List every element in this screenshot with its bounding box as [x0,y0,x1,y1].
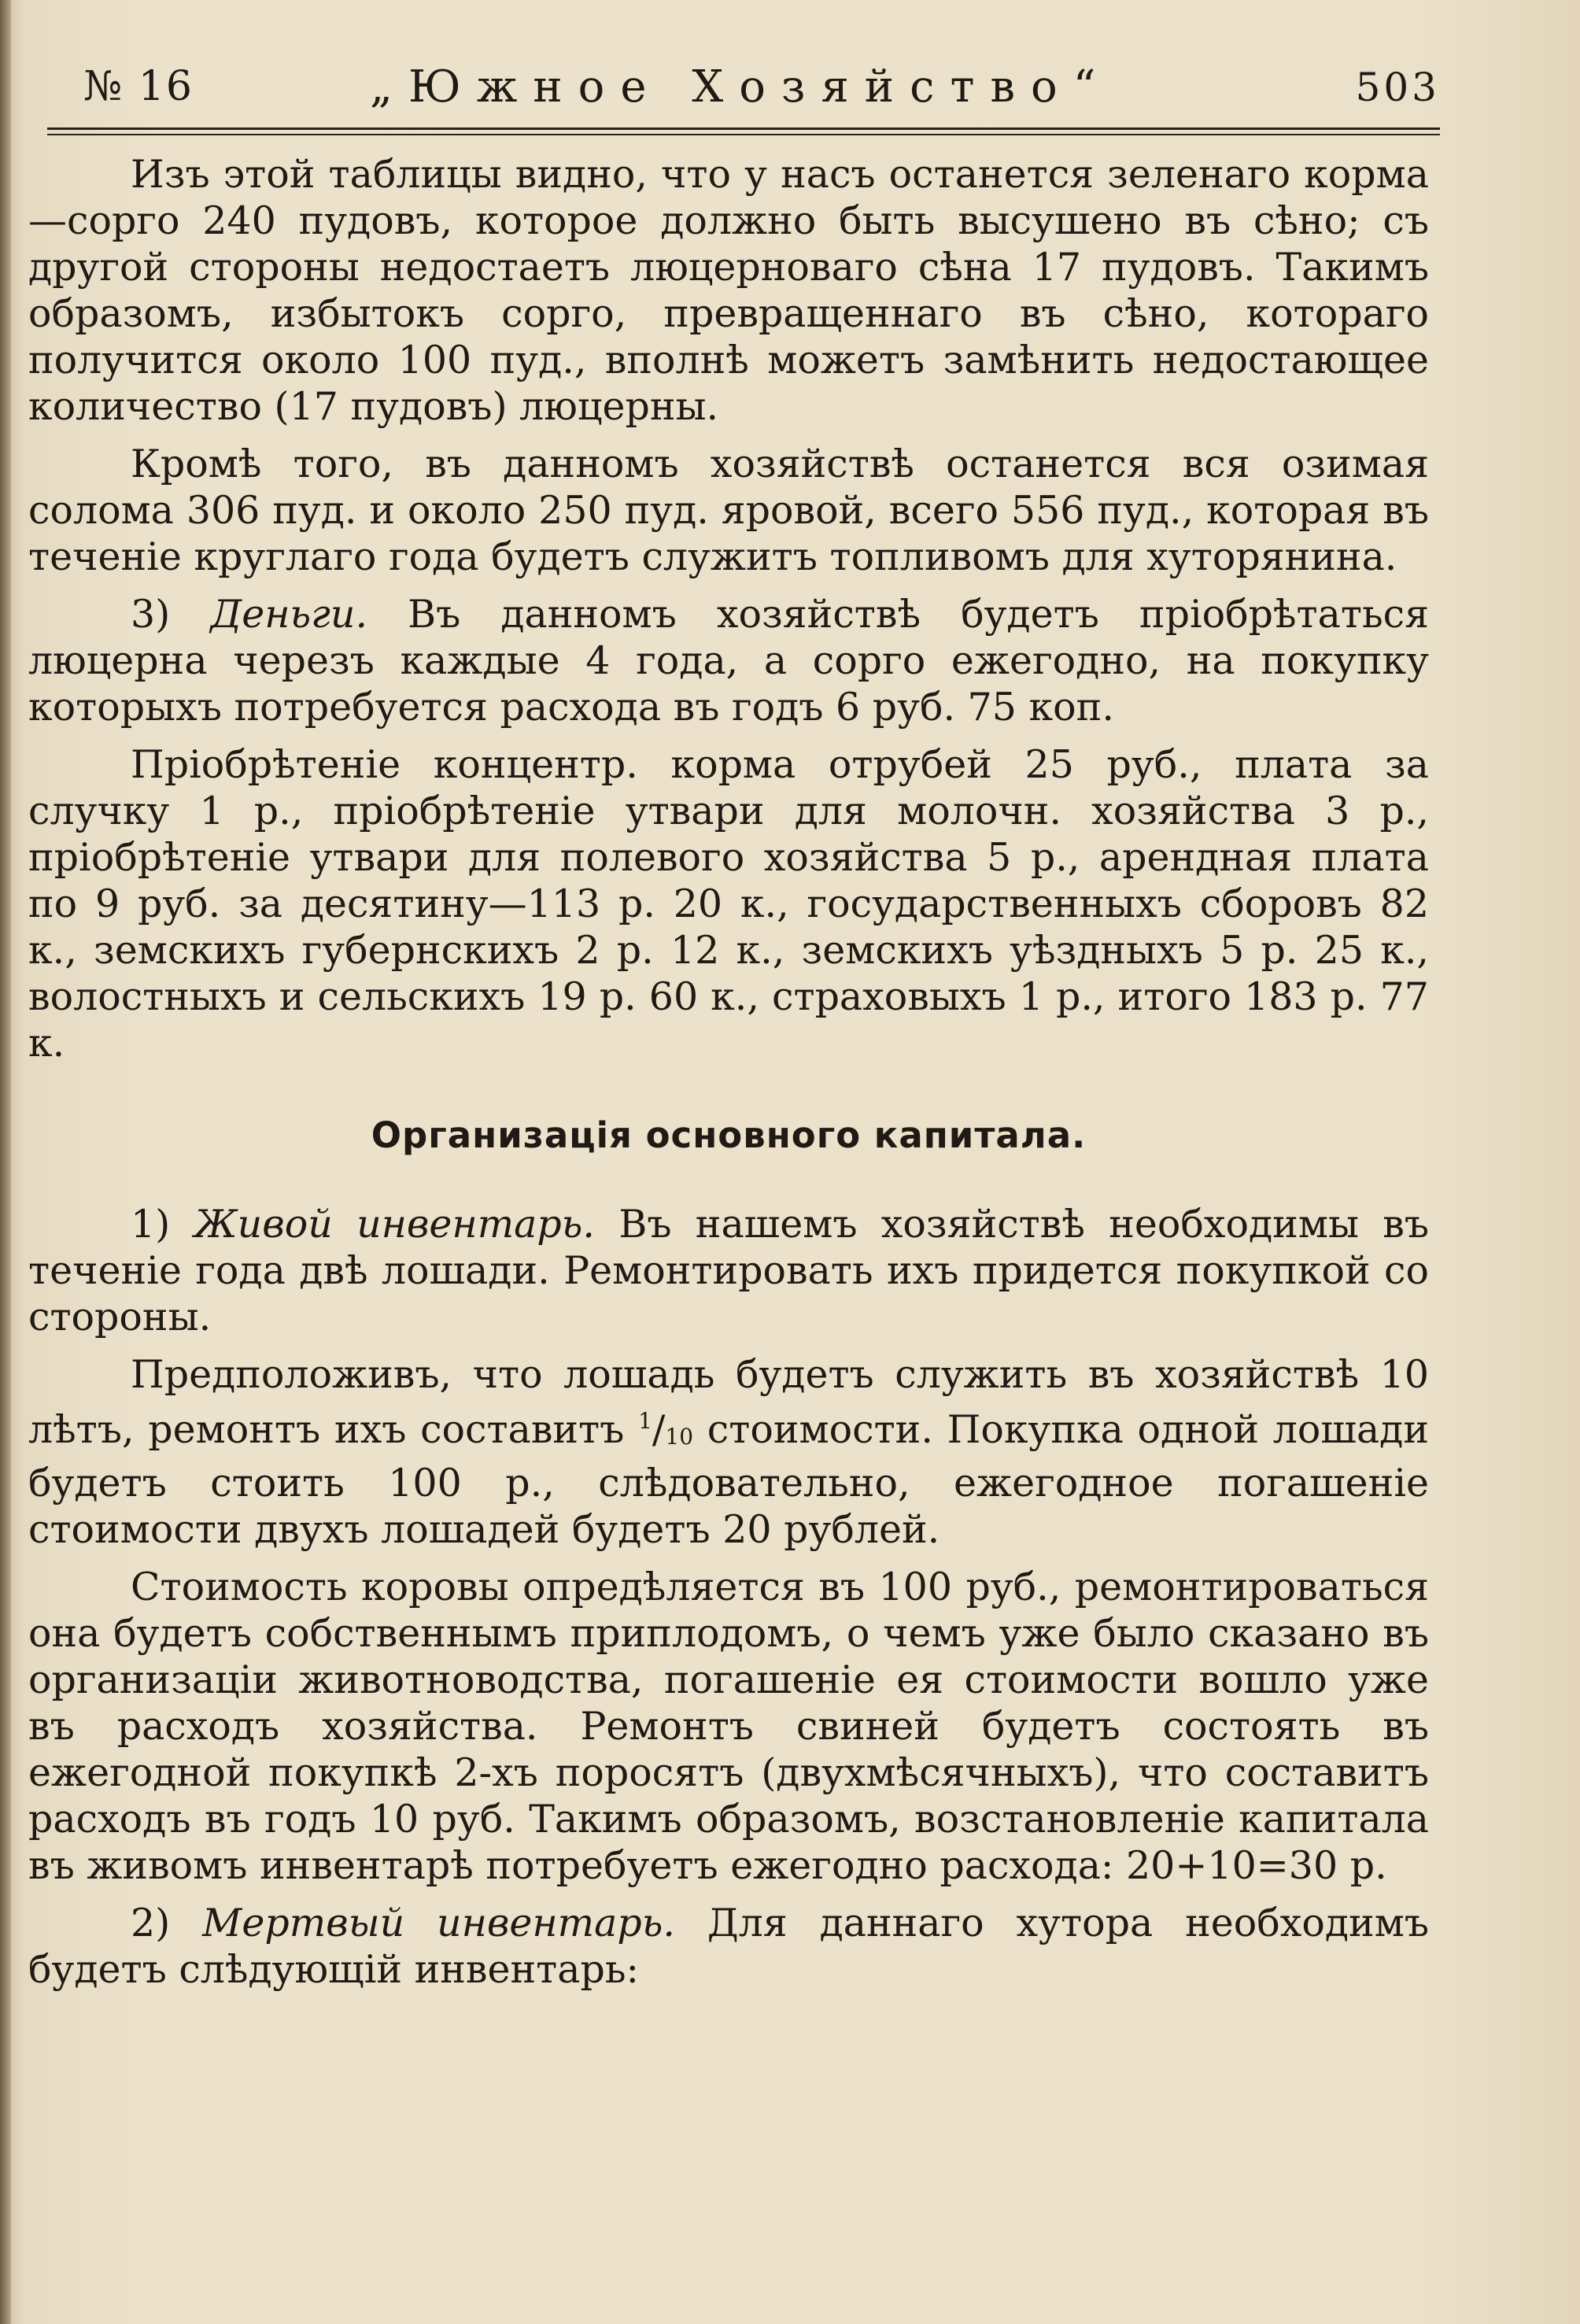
dead-inventory-text: Для даннаго хутора необходимъ будетъ слѣдующій инвентарь: [28,1901,1429,1992]
fraction-one-tenth: $^1/_{10}$ [638,1407,694,1452]
horses-text-b: стоимости. Покупка одной лошади будетъ стоить 100 р., слѣдовательно, ежегодное погашеніе стоимости двухъ лошадей будетъ 20 рублей. [28,1407,1429,1552]
live-inventory-text: Въ нашемъ хозяйствѣ необходимы въ теченіе года двѣ лошади. Ремонтировать ихъ придется покупкой со стороны. [28,1202,1429,1339]
issue-number: № 16 [83,63,194,110]
paragraph-horses [28,1351,1429,1553]
page-spine-edge [0,0,11,2324]
header-rule [47,127,1440,130]
page-number: 503 [1355,65,1440,110]
live-item-number: 1) [131,1202,171,1247]
article-body [28,151,1429,2004]
dead-item-number: 2) [131,1901,171,1945]
running-header [47,63,1440,142]
header-rule-secondary [47,134,1440,135]
paragraph-live-inventory [28,1201,1429,1340]
money-item-number: 3) [131,592,171,637]
dead-inventory-subtitle: Мертвый инвентарь. [202,1901,675,1945]
paragraph-money [28,591,1429,730]
fraction-denominator: 10 [665,1424,694,1450]
section-heading: Организація основного капитала. [371,1114,1087,1156]
horses-text-a: Предположивъ, что лошадь будетъ служить въ хозяйствѣ 10 лѣтъ, ремонтъ ихъ составитъ [28,1352,1429,1452]
paragraph-green-fodder: Изъ этой таблицы видно, что у насъ останется зеленаго корма—сорго 240 пудовъ, которое должно быть высушено въ сѣно; съ другой стороны недостаетъ люцерноваго сѣна 17 пудовъ. Такимъ образомъ, избытокъ сорго, превращеннаго въ сѣно, котораго получится около 100 пуд., вполнѣ можетъ замѣнить недостающее количество (17 пудовъ) люцерны. [28,152,1429,429]
paragraph-dead-inventory [28,1900,1429,1993]
fraction-numerator: 1 [638,1408,652,1434]
journal-title: „Южное Хозяйство“ [370,61,1112,113]
paragraph-expenses: Пріобрѣтеніе концентр. корма отрубей 25 руб., плата за случку 1 р., пріобрѣтеніе утвари для молочн. хозяйства 3 р., пріобрѣтеніе утвари для полевого хозяйства 5 р., арендная плата по 9 руб. за десятину—113 р. 20 к., государственныхъ сборовъ 82 к., земскихъ губернскихъ 2 р. 12 к., земскихъ уѣздныхъ 5 р. 25 к., волостныхъ и сельскихъ 19 р. 60 к., страховыхъ 1 р., итого 183 р. 77 к. [28,742,1429,1066]
money-text: Въ данномъ хозяйствѣ будетъ пріобрѣтаться люцерна черезъ каждые 4 года, а сорго ежегодно, на покупку которыхъ потребуется расхода въ годъ 6 руб. 75 коп. [28,592,1429,730]
paragraph-straw: Кромѣ того, въ данномъ хозяйствѣ останется вся озимая солома 306 пуд. и около 250 пуд. яровой, всего 556 пуд., которая въ теченіе круглаго года будетъ служитъ топливомъ для хуторянина. [28,442,1429,579]
money-subtitle: Деньги. [210,592,368,637]
paragraph-cows-pigs: Стоимость коровы опредѣляется въ 100 руб., ремонтироваться она будетъ собственнымъ приплодомъ, о чемъ уже было сказано въ организаціи животноводства, погашеніе ея стоимости вошло уже въ расходъ хозяйства. Ремонтъ свиней будетъ состоять въ ежегодной покупкѣ 2-хъ поросятъ (двухмѣсячныхъ), что составитъ расходъ въ годъ 10 руб. Такимъ образомъ, возстановленіе капитала въ живомъ инвентарѣ потребуетъ ежегодно расхода: 20+10=30 р. [28,1565,1429,1888]
live-inventory-subtitle: Живой инвентарь. [194,1202,596,1247]
